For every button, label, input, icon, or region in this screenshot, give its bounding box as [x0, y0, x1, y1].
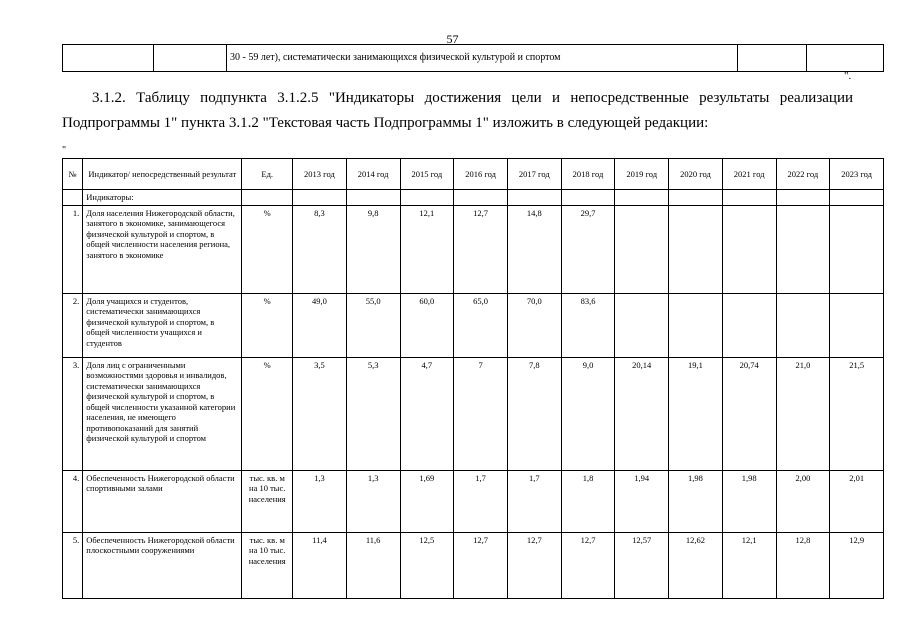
- value-cell: [615, 293, 669, 357]
- section-empty: [776, 190, 830, 206]
- top-cell-empty-1: [63, 45, 154, 72]
- value-cell: [669, 293, 723, 357]
- header-year: 2016 год: [454, 159, 508, 190]
- section-empty: [615, 190, 669, 206]
- table-row: [63, 293, 884, 357]
- value-cell: 65,0: [454, 293, 508, 357]
- section-empty: [830, 190, 884, 206]
- value-cell: 9,0: [561, 357, 615, 470]
- header-year: 2013 год: [293, 159, 347, 190]
- value-cell: 83,6: [561, 293, 615, 357]
- value-cell: 7: [454, 357, 508, 470]
- value-cell: 29,7: [561, 205, 615, 293]
- value-cell: 12,1: [400, 205, 454, 293]
- table-row: [63, 532, 884, 598]
- value-cell: 9,8: [346, 205, 400, 293]
- top-cell-empty-3: [738, 45, 807, 72]
- row-number: 4.: [63, 470, 83, 532]
- value-cell: 14,8: [507, 205, 561, 293]
- header-indicator: Индикатор/ непосредственный результат: [83, 159, 242, 190]
- value-cell: 11,4: [293, 532, 347, 598]
- unit-cell: %: [242, 205, 293, 293]
- value-cell: [722, 205, 776, 293]
- value-cell: 1,94: [615, 470, 669, 532]
- value-cell: 55,0: [346, 293, 400, 357]
- value-cell: 1,69: [400, 470, 454, 532]
- value-cell: [722, 293, 776, 357]
- value-cell: 12,5: [400, 532, 454, 598]
- value-cell: 2,00: [776, 470, 830, 532]
- section-empty: [722, 190, 776, 206]
- value-cell: [615, 205, 669, 293]
- unit-cell: тыс. кв. м на 10 тыс. населения: [242, 470, 293, 532]
- value-cell: 70,0: [507, 293, 561, 357]
- value-cell: 1,98: [722, 470, 776, 532]
- value-cell: 12,57: [615, 532, 669, 598]
- header-unit: Ед.: [242, 159, 293, 190]
- indicators-table: [62, 158, 884, 599]
- value-cell: 19,1: [669, 357, 723, 470]
- header-num: №: [63, 159, 83, 190]
- value-cell: 21,5: [830, 357, 884, 470]
- section-empty: [454, 190, 508, 206]
- indicator-name: Обеспеченность Нижегородской области плоскостными сооружениями: [83, 532, 242, 598]
- indicator-name: Доля лиц с ограниченными возможностями здоровья и инвалидов, систематически занимающихся физической культурой и спортом, в общей численности указанной категории населения, не имеющего противопоказаний для занятий физической культурой и спортом: [83, 357, 242, 470]
- value-cell: 20,14: [615, 357, 669, 470]
- top-cell-empty-4: [807, 45, 884, 72]
- header-year: 2020 год: [669, 159, 723, 190]
- value-cell: 1,3: [346, 470, 400, 532]
- value-cell: [830, 205, 884, 293]
- unit-cell: %: [242, 293, 293, 357]
- section-row: [63, 190, 884, 206]
- value-cell: 60,0: [400, 293, 454, 357]
- page-number: 57: [446, 32, 459, 46]
- row-number: 3.: [63, 357, 83, 470]
- value-cell: 1,3: [293, 470, 347, 532]
- value-cell: 12,7: [507, 532, 561, 598]
- header-year: 2018 год: [561, 159, 615, 190]
- value-cell: 12,7: [561, 532, 615, 598]
- value-cell: [669, 205, 723, 293]
- section-num-cell: [63, 190, 83, 206]
- opening-quote: ": [62, 145, 67, 156]
- value-cell: 5,3: [346, 357, 400, 470]
- top-cell-empty-2: [154, 45, 227, 72]
- value-cell: 3,5: [293, 357, 347, 470]
- header-year: 2021 год: [722, 159, 776, 190]
- value-cell: 11,6: [346, 532, 400, 598]
- section-empty: [669, 190, 723, 206]
- closing-quote: ".: [844, 70, 852, 82]
- value-cell: 1,98: [669, 470, 723, 532]
- paragraph-line-2: Подпрограммы 1" пункта 3.1.2 "Текстовая часть Подпрограммы 1" изложить в следующей редакции:: [62, 115, 709, 131]
- header-year: 2014 год: [346, 159, 400, 190]
- unit-cell: тыс. кв. м на 10 тыс. населения: [242, 532, 293, 598]
- continued-table-row: [62, 44, 884, 72]
- section-empty: [293, 190, 347, 206]
- table-row: [63, 470, 884, 532]
- row-number: 2.: [63, 293, 83, 357]
- value-cell: [776, 293, 830, 357]
- value-cell: 2,01: [830, 470, 884, 532]
- header-year: 2015 год: [400, 159, 454, 190]
- header-year: 2017 год: [507, 159, 561, 190]
- indicator-name: Доля населения Нижегородской области, занятого в экономике, занимающегося физической культурой и спортом, в общей численности населения региона, занятого в экономике: [83, 205, 242, 293]
- value-cell: 12,1: [722, 532, 776, 598]
- value-cell: [776, 205, 830, 293]
- top-cell-text: 30 - 59 лет), систематически занимающихся физической культурой и спортом: [227, 45, 738, 72]
- section-empty: [242, 190, 293, 206]
- paragraph-line-1: 3.1.2. Таблицу подпункта 3.1.2.5 "Индикаторы достижения цели и непосредственные результаты реализации: [92, 90, 853, 106]
- value-cell: 49,0: [293, 293, 347, 357]
- header-year: 2023 год: [830, 159, 884, 190]
- indicator-name: Обеспеченность Нижегородской области спортивными залами: [83, 470, 242, 532]
- section-empty: [507, 190, 561, 206]
- value-cell: 20,74: [722, 357, 776, 470]
- value-cell: 12,7: [454, 205, 508, 293]
- value-cell: 8,3: [293, 205, 347, 293]
- value-cell: 21,0: [776, 357, 830, 470]
- value-cell: 12,7: [454, 532, 508, 598]
- section-label: Индикаторы:: [83, 190, 242, 206]
- row-number: 5.: [63, 532, 83, 598]
- header-row: [63, 159, 884, 190]
- value-cell: 1,7: [454, 470, 508, 532]
- value-cell: 12,62: [669, 532, 723, 598]
- header-year: 2022 год: [776, 159, 830, 190]
- unit-cell: %: [242, 357, 293, 470]
- row-number: 1.: [63, 205, 83, 293]
- value-cell: 12,8: [776, 532, 830, 598]
- header-year: 2019 год: [615, 159, 669, 190]
- value-cell: 4,7: [400, 357, 454, 470]
- table-row: [63, 357, 884, 470]
- section-empty: [561, 190, 615, 206]
- value-cell: [830, 293, 884, 357]
- section-empty: [346, 190, 400, 206]
- value-cell: 7,8: [507, 357, 561, 470]
- section-empty: [400, 190, 454, 206]
- table-row: [63, 205, 884, 293]
- indicator-name: Доля учащихся и студентов, систематически занимающихся физической культурой и спортом, в общей численности учащихся и студентов: [83, 293, 242, 357]
- value-cell: 12,9: [830, 532, 884, 598]
- value-cell: 1,7: [507, 470, 561, 532]
- value-cell: 1,8: [561, 470, 615, 532]
